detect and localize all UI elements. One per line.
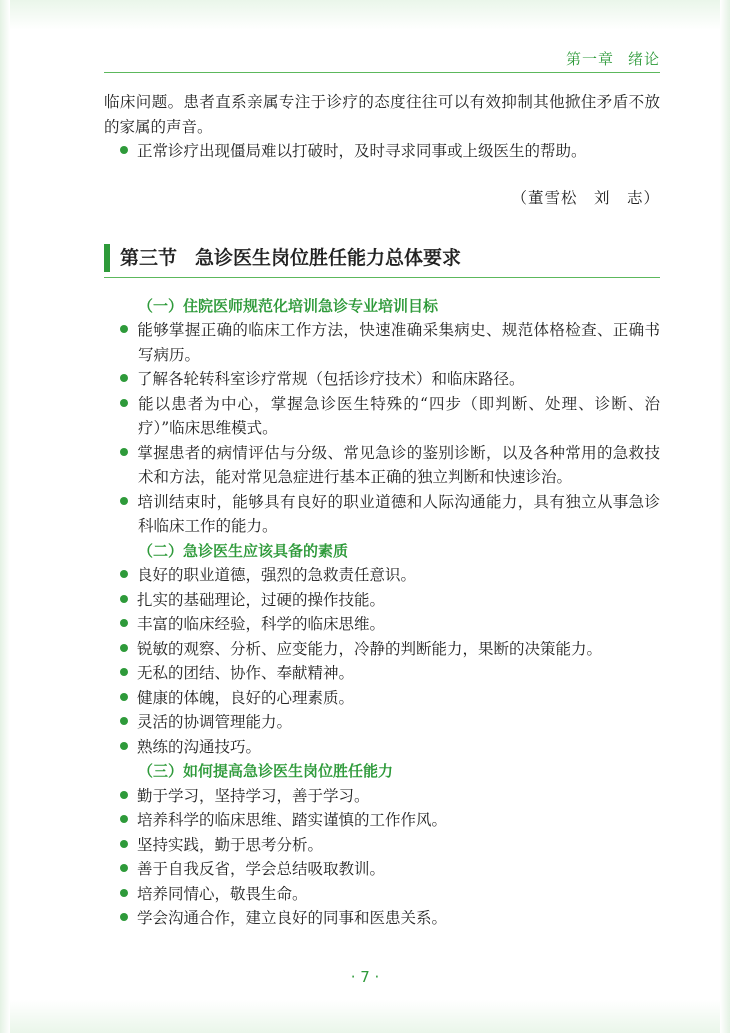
bullet-icon — [120, 595, 128, 603]
subsection-heading: （一）住院医师规范化培训急诊专业培训目标 — [138, 296, 439, 315]
subsection-heading: （二）急诊医生应该具备的素质 — [138, 541, 349, 560]
list-item-text: 掌握患者的病情评估与分级、常见急诊的鉴别诊断，以及各种常用的急救技术和方法，能对常见急症进行基本正确的独立判断和快速诊治。 — [137, 443, 660, 486]
section-bar-icon — [104, 244, 110, 272]
list-item-text: 良好的职业道德，强烈的急救责任意识。 — [137, 566, 417, 584]
list-item — [104, 637, 660, 662]
list-item — [104, 318, 660, 367]
bullet-icon — [120, 374, 128, 382]
list-item-text: 无私的团结、协作、奉献精神。 — [137, 664, 355, 682]
list-item — [104, 735, 660, 760]
list-item-text: 丰富的临床经验，科学的临床思维。 — [137, 615, 386, 633]
bullet-icon — [120, 889, 128, 897]
bullet-icon — [120, 644, 128, 652]
list-item-text: 学会沟通合作，建立良好的同事和医患关系。 — [137, 909, 448, 927]
bullet-icon — [120, 913, 128, 921]
list-item-text: 培养科学的临床思维、踏实谨慎的工作作风。 — [137, 811, 448, 829]
list-item-text: 能够掌握正确的临床工作方法，快速准确采集病史、规范体格检查、正确书写病历。 — [137, 321, 660, 364]
bullet-icon — [120, 325, 128, 333]
list-item-text: 善于自我反省，学会总结吸取教训。 — [137, 860, 386, 878]
bullet-icon — [120, 619, 128, 627]
list-item — [104, 661, 660, 686]
list-item — [104, 367, 660, 392]
bullet-icon — [120, 399, 128, 407]
section-number: 第三节 — [120, 246, 178, 269]
list-item-text: 了解各轮转科室诊疗常规（包括诊疗技术）和临床路径。 — [137, 370, 525, 388]
bullet-icon — [120, 146, 128, 154]
list-item — [104, 392, 660, 441]
chapter-number: 第一章 — [565, 50, 614, 68]
list-item — [104, 808, 660, 833]
bullet-icon — [120, 742, 128, 750]
bullet-icon — [120, 668, 128, 676]
bullet-icon — [120, 864, 128, 872]
list-item — [104, 441, 660, 490]
list-item-text: 扎实的基础理论，过硬的操作技能。 — [137, 590, 386, 609]
bullet-icon — [120, 693, 128, 701]
section-title-text: 急诊医生岗位胜任能力总体要求 — [195, 246, 462, 269]
bullet-icon — [120, 717, 128, 725]
list-item-text: 培训结束时，能够具有良好的职业道德和人际沟通能力，具有独立从事急诊科临床工作的能力。 — [137, 492, 660, 535]
list-item — [104, 139, 660, 164]
list-item-text: 坚持实践，勤于思考分析。 — [137, 835, 324, 854]
list-item — [104, 612, 660, 637]
list-item — [104, 882, 660, 907]
bullet-icon — [120, 840, 128, 848]
list-item-text: 健康的体魄，良好的心理素质。 — [137, 688, 355, 707]
list-item — [104, 588, 660, 613]
list-item-text: 灵活的协调管理能力。 — [137, 713, 293, 731]
list-item — [104, 833, 660, 858]
page-content — [104, 90, 660, 931]
chapter-title: 绪论 — [627, 50, 660, 68]
list-item-text: 培养同情心，敬畏生命。 — [137, 884, 308, 903]
list-item — [104, 710, 660, 735]
section-title — [120, 244, 461, 272]
list-item — [104, 857, 660, 882]
list-item — [104, 906, 660, 931]
list-item-text: 熟练的沟通技巧。 — [137, 737, 262, 756]
page-number: · 7 · — [350, 968, 380, 986]
section-heading — [104, 238, 660, 272]
list-item — [104, 563, 660, 588]
running-header — [552, 48, 660, 69]
bullet-icon — [120, 448, 128, 456]
author-signature: （董雪松 刘 志） — [511, 188, 660, 207]
right-edge-shade — [720, 0, 730, 1033]
list-item — [104, 784, 660, 809]
list-item-text: 锐敏的观察、分析、应变能力，冷静的判断能力，果断的决策能力。 — [137, 639, 603, 658]
list-item-text: 正常诊疗出现僵局难以打破时，及时寻求同事或上级医生的帮助。 — [137, 142, 587, 160]
subsection-heading: （三）如何提高急诊医生岗位胜任能力 — [138, 762, 394, 780]
list-item-text: 能以患者为中心，掌握急诊医生特殊的“四步（即判断、处理、诊断、治疗）”临床思维模式。 — [137, 394, 660, 437]
bullet-icon — [120, 815, 128, 823]
section-rule — [104, 277, 660, 278]
continuation-paragraph: 临床问题。患者直系亲属专注于诊疗的态度往往可以有效抑制其他掀住矛盾不放的家属的声音。 — [104, 93, 660, 136]
bullet-icon — [120, 791, 128, 799]
list-item — [104, 490, 660, 539]
left-edge-shade — [0, 0, 10, 1033]
subsections — [104, 294, 660, 931]
list-item — [104, 686, 660, 711]
header-rule — [104, 72, 660, 73]
bullet-icon — [120, 497, 128, 505]
list-item-text: 勤于学习，坚持学习，善于学习。 — [137, 786, 370, 805]
bullet-icon — [120, 570, 128, 578]
